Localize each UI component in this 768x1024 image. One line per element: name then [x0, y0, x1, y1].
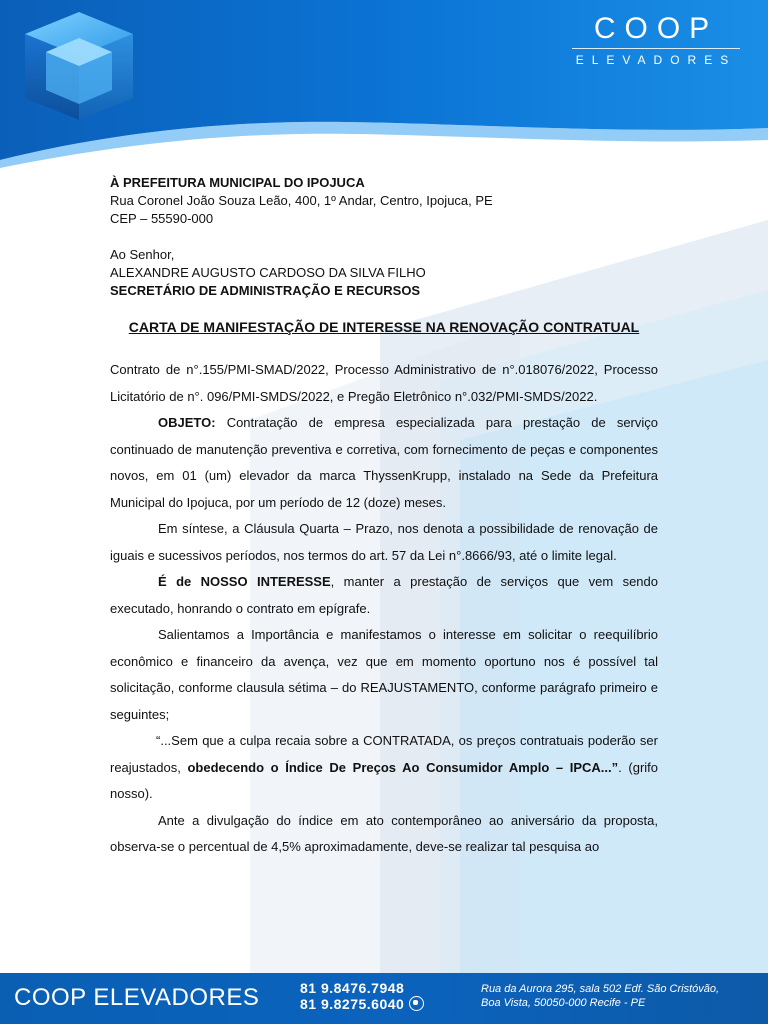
letterhead-footer: [0, 973, 768, 1024]
letter-title: CARTA DE MANIFESTAÇÃO DE INTERESSE NA RENOVAÇÃO CONTRATUAL: [128, 319, 640, 335]
quote-end: . (grifo nosso).: [110, 759, 658, 801]
interest-text: , manter a prestação de serviços que vem sendo executado, honrando o contrato em epígrafe.: [110, 574, 658, 616]
salutation: Ao Senhor,: [110, 247, 175, 262]
recipient-cep: CEP – 55590-000: [110, 211, 214, 226]
footer-address-line-1: Rua da Aurora 295, sala 502 Edf. São Cristóvão,: [481, 983, 720, 995]
logo-divider: [572, 48, 740, 49]
paragraph-contract: Contrato de n°.155/PMI-SMAD/2022, Processo Administrativo de n°.018076/2022, Processo Licitatório de n°. 096/PMI-SMDS/2022, e Pregão Eletrônico n°.032/PMI-SMDS/2022.: [110, 362, 658, 404]
paragraph-rebalance: Salientamos a Importância e manifestamos o interesse em solicitar o reequilíbrio econômico e financeiro da avença, vez que em momento oportuno nos é possível tal solicitação, conforme clausula sétima – do REAJUSTAMENTO, conforme parágrafo primeiro e seguintes;: [110, 627, 658, 722]
paragraph-index: Ante a divulgação do índice em ato contemporâneo ao aniversário da proposta, observa-se o percentual de 4,5% aproximadamente, deve-se realizar tal pesquisa ao: [110, 812, 658, 854]
paragraph-object: [110, 410, 658, 516]
footer-phone-1: 81 9.8476.7948: [300, 980, 405, 996]
quote-bold: obedecendo o Índice De Preços Ao Consumidor Amplo – IPCA...”: [187, 759, 619, 775]
recipient-org: À PREFEITURA MUNICIPAL DO IPOJUCA: [110, 175, 365, 190]
footer-company-name: COOP ELEVADORES: [14, 984, 260, 1011]
footer-address: [481, 982, 719, 1010]
recipient-role: SECRETÁRIO DE ADMINISTRAÇÃO E RECURSOS: [110, 283, 421, 298]
paragraph-summary: Em síntese, a Cláusula Quarta – Prazo, nos denota a possibilidade de renovação de iguais e sucessivos períodos, nos termos do art. 57 da Lei n°.8666/93, até o limite legal.: [110, 521, 658, 563]
letterhead-header: [0, 0, 768, 175]
whatsapp-icon: [409, 996, 424, 1011]
footer-phones: [300, 980, 424, 1012]
object-label: OBJETO:: [158, 415, 216, 430]
footer-address-line-2: Boa Vista, 50050-000 Recife - PE: [481, 997, 646, 1009]
recipient-name: ALEXANDRE AUGUSTO CARDOSO DA SILVA FILHO: [110, 265, 426, 280]
company-logo: [566, 12, 746, 67]
recipient-block: [110, 174, 658, 300]
footer-phone-2-row: [300, 996, 424, 1012]
letter-body: [110, 174, 658, 861]
footer-phone-2: 81 9.8275.6040: [300, 996, 405, 1012]
paragraph-quote: [110, 728, 658, 808]
logo-coop-text: COOP: [593, 12, 719, 45]
cube-logo-icon: [25, 12, 133, 120]
paragraph-interest: [110, 569, 658, 622]
quote-start: “...Sem que a culpa recaia sobre a CONTRATADA, os preços contratuais poderão ser reajustados,: [110, 733, 658, 775]
recipient-street: Rua Coronel João Souza Leão, 400, 1º Andar, Centro, Ipojuca, PE: [110, 193, 493, 208]
interest-label: É de NOSSO INTERESSE: [158, 574, 331, 589]
logo-elevadores-text: ELEVADORES: [575, 53, 737, 67]
object-text: Contratação de empresa especializada para prestação de serviço continuado de manutenção preventiva e corretiva, com fornecimento de peças e componentes novos, em 01 (um) elevador da marca ThyssenKrupp, instalado na Sede da Prefeitura Municipal do Ipojuca, por um período de 12 (doze) meses.: [110, 415, 658, 510]
